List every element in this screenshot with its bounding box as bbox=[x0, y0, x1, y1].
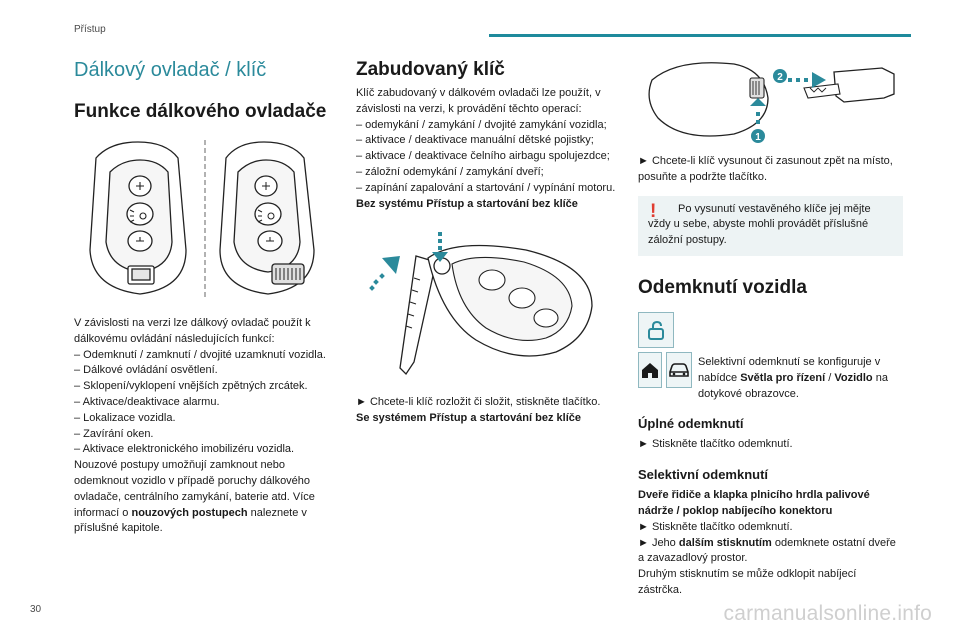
remote-function-item: – Dálkové ovládání osvětlení. bbox=[74, 364, 218, 377]
emergency-procedures-note: Nouzové postupy umožňují zamknout nebo odemknout vozidlo v případě poruchy dálkového ovladače, centrálního zamykání, baterie atd. Více informací o nouzových postupech naleznete v příslušné kapitole. bbox=[74, 459, 315, 535]
key-operation-item: – aktivace / deaktivace čelního airbagu spolujezdce; bbox=[356, 150, 610, 163]
column-unlocking bbox=[638, 56, 903, 599]
callout-1-label: 1 bbox=[755, 132, 761, 143]
remote-function-item: – Lokalizace vozidla. bbox=[74, 411, 176, 424]
key-operation-item: – záložní odemykání / zamykání dveří; bbox=[356, 165, 544, 178]
fold-step: ► Chcete-li klíč rozložit či složit, stiskněte tlačítko. bbox=[356, 396, 601, 409]
icon-row bbox=[638, 312, 903, 348]
selective-info-row bbox=[638, 352, 903, 402]
subsection-title: Funkce dálkového ovladače bbox=[74, 101, 327, 122]
warning-text: Po vysunutí vestavěného klíče jej mějte vždy u sebe, abyste mohli provádět příslušné záložní postupy. bbox=[648, 202, 871, 247]
remote-function-item: – Zavírání oken. bbox=[74, 427, 154, 440]
emphasis-next-press: dalším stisknutím bbox=[678, 536, 772, 549]
watermark: carmanualsonline.info bbox=[723, 602, 932, 625]
folding-key-illustration bbox=[356, 222, 621, 387]
key-operation-item: – zapínání zapalování a startování / vypínání motoru. bbox=[356, 181, 616, 194]
unlock-icon bbox=[638, 312, 674, 348]
slide-step: ► Chcete-li klíč vysunout či zasunout zpět na místo, posuňte a podržte tlačítko. bbox=[638, 155, 893, 183]
running-header: Přístup bbox=[74, 24, 106, 35]
remote-function-item: – Aktivace elektronického imobilizéru vozidla. bbox=[74, 443, 295, 456]
selective-unlock-subheading: Dveře řidiče a klapka plnicího hrdla palivové nádrže / poklop nabíjecího konektoru bbox=[638, 489, 870, 517]
remote-functions-intro: V závislosti na verzi lze dálkový ovladač použít k dálkovému ovládání následujících funkcí: bbox=[74, 317, 311, 345]
selective-step-1: ► Stiskněte tlačítko odemknutí. bbox=[638, 520, 793, 533]
subheading-with-keyless: Se systémem Přístup a startování bez klíče bbox=[356, 412, 581, 425]
car-icon bbox=[666, 352, 692, 388]
selective-unlock-info: Selektivní odemknutí se konfiguruje v nabídce Světla pro řízení / Vozidlo na dotykové obrazovce. bbox=[698, 355, 888, 400]
full-unlock-step: ► Stiskněte tlačítko odemknutí. bbox=[638, 438, 793, 451]
remote-function-item: – Sklopení/vyklopení vnějších zpětných zrcátek. bbox=[74, 380, 308, 393]
selective-step-2: ► Jeho dalším stisknutím odemknete ostatní dveře a zavazadlový prostor. bbox=[638, 536, 896, 565]
callout-2-label: 2 bbox=[777, 72, 783, 83]
warning-icon: ! bbox=[650, 200, 657, 222]
charging-plug-note: Druhým stisknutím se může odklopit nabíjecí zástrčka. bbox=[638, 568, 857, 596]
subheading-without-keyless: Bez systému Přístup a startování bez klíče bbox=[356, 197, 578, 210]
home-icon bbox=[638, 352, 662, 388]
emergency-procedures-link-text: nouzových postupech bbox=[131, 506, 248, 519]
section-title: Dálkový ovladač / klíč bbox=[74, 59, 267, 81]
remote-function-item: – Odemknutí / zamknutí / dvojité uzamknutí vozidla. bbox=[74, 348, 326, 361]
header-accent-bar bbox=[489, 34, 911, 37]
remote-function-item: – Aktivace/deaktivace alarmu. bbox=[74, 395, 220, 408]
selective-unlock-title: Selektivní odemknutí bbox=[638, 467, 769, 483]
warning-box bbox=[638, 196, 903, 256]
column-integral-key bbox=[356, 56, 621, 427]
remote-control-illustration bbox=[74, 138, 339, 306]
full-unlock-title: Úplné odemknutí bbox=[638, 416, 744, 432]
section-title: Zabudovaný klíč bbox=[356, 59, 505, 80]
section-title: Odemknutí vozidla bbox=[638, 276, 807, 298]
key-operation-item: – odemykání / zamykání / dvojité zamykání vozidla; bbox=[356, 118, 607, 131]
column-remote-control bbox=[74, 56, 339, 537]
page-number: 30 bbox=[30, 604, 42, 615]
menu-path-lighting: Světla pro řízení bbox=[740, 371, 826, 384]
key-operation-item: – aktivace / deaktivace manuální dětské pojistky; bbox=[356, 134, 594, 147]
key-intro: Klíč zabudovaný v dálkovém ovladači lze použít, v závislosti na verzi, k provádění těchto operací: bbox=[356, 87, 601, 115]
menu-path-vehicle: Vozidlo bbox=[834, 371, 873, 384]
keyless-key-illustration bbox=[638, 54, 903, 144]
